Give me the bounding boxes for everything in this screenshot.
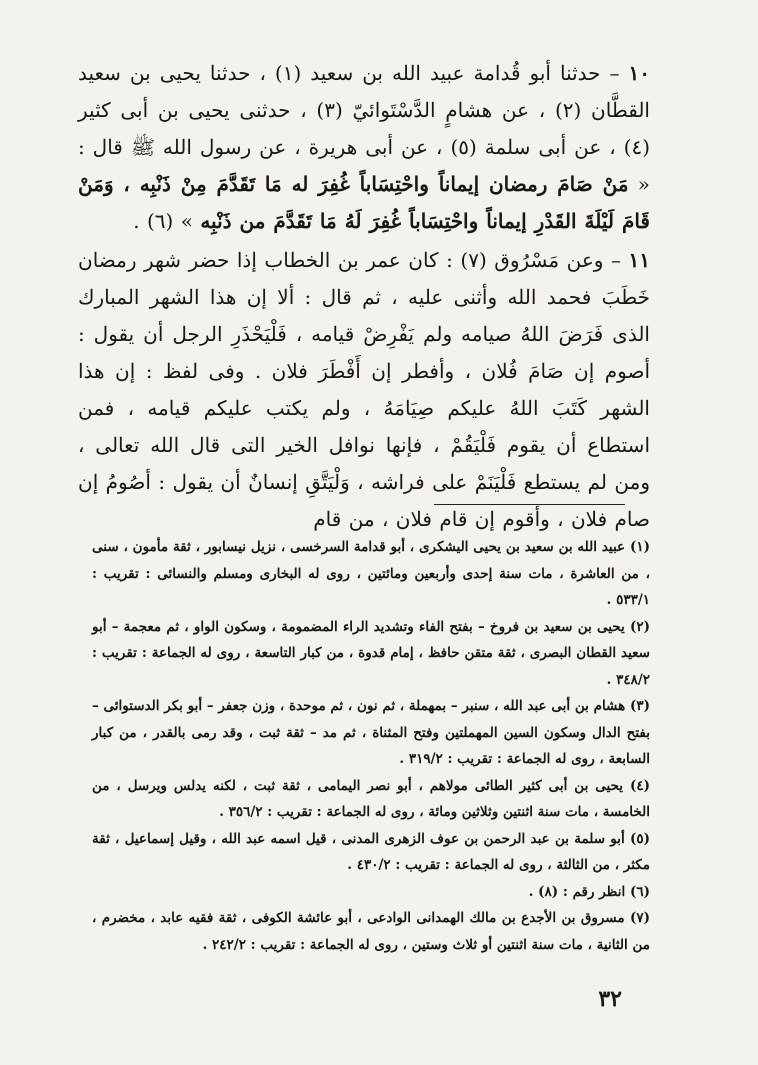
footnote-1: (١) عبيد الله بن سعيد بن يحيى اليشكرى ، أبو قدامة السرخسى ، نزيل نيسابور ، ثقة مأمون ، سنى ، من العاشرة ، مات سنة إحدى وأربعين ومائتين ، روى له البخارى ومسلم والنسائى : تقريب : ٥٣٣/١ .	[92, 539, 650, 608]
footnote-2: (٢) يحيى بن سعيد بن فروخ – بفتح الفاء وتشديد الراء المضمومة ، وسكون الواو ، ثم معجمة – أبو سعيد القطان البصرى ، ثقة متقن حافظ ، إمام قدوة ، من كبار التاسعة ، روى له الجماعة : تقريب : ٣٤٨/٢ .	[92, 618, 650, 688]
footnote-7: (٧) مسروق بن الأجدع بن مالك الهمدانى الوادعى ، أبو عائشة الكوفى ، ثقة فقيه عابد ، مخضرم ، من الثانية ، مات سنة اثنتين أو ثلاث وستين ، روى له الجماعة : تقريب : ٢٤٢/٢ .	[92, 910, 650, 953]
hadith-10-number: ١٠	[628, 61, 651, 85]
footnote-divider	[434, 504, 625, 505]
hadith-10-text: – حدثنا أبو قُدامة عبيد الله بن سعيد (١) ، حدثنا يحيى بن سعيد القطَّان (٢) ، عن هشامٍ الدَّسْتَوائيّ (٣) ، حدثنى يحيى بن أبى كثير (٤) ، عن أبى سلمة (٥) ، عن أبى هريرة ، عن رسول الله ﷺ قال : «	[78, 61, 650, 196]
hadith-10-ending: » (٦) .	[133, 209, 201, 233]
footnote-5: (٥) أبو سلمة بن عبد الرحمن بن عوف الزهرى المدنى ، قيل اسمه عبد الله ، وقيل إسماعيل ، ثقة مكثر ، من الثالثة ، روى له الجماعة : تقريب : ٤٣٠/٢ .	[92, 830, 650, 873]
page-number: ٣٢	[598, 986, 622, 1012]
footnote-3: (٣) هشام بن أبى عبد الله ، سنبر – بمهملة ، ثم نون ، ثم موحدة ، وزن جعفر – أبو بكر الدستوائى – بفتح الدال وسكون السين المهملتين وفتح المثناة ، ثم مد – ثقة ثبت ، وقد رمى بالقدر ، من كبار السابعة ، روى له الجماعة : تقريب : ٣١٩/٢ .	[92, 698, 650, 767]
footnote-6: (٦) انظر رقم : (٨) .	[528, 883, 650, 900]
hadith-10-quote: مَنْ صَامَ رمضان إيماناً واحْتِسَاباً غُفِرَ له مَا تَقَدَّمَ مِنْ ذَنْبِه ، وَمَنْ قَامَ لَيْلَةَ القَدْرِ إيماناً واحْتِسَاباً غُفِرَ لَهُ مَا تَقَدَّمَ من ذَنْبِه	[78, 172, 650, 233]
hadith-11-paragraph	[78, 242, 650, 538]
hadith-10-paragraph	[78, 55, 650, 240]
footnotes	[92, 534, 650, 958]
hadith-11-number: ١١	[628, 248, 650, 272]
hadith-11-text: – وعن مَسْرُوق (٧) : كان عمر بن الخطاب إذا حضر شهر رمضان خَطَبَ فحمد الله وأثنى عليه ، ثم قال : ألا إن هذا الشهر المبارك الذى فَرَضَ اللهُ صيامه ولم يَفْرِضْ قيامه ، فَلْيَحْذَرِ الرجل أن يقول : أصوم إن صَامَ فُلان ، وأفطر إن أَفْطَرَ فلان . وفى لفظ : إن هذا الشهر كَتَبَ اللهُ عليكم صِيَامَهُ ، ولم يكتب عليكم قيامه ، فمن استطاع أن يقوم فَلْيَقُمْ ، فإنها نوافل الخير التى قال الله تعالى ، ومن لم يستطع فَلْيَنَمْ على فراشه ، وَلْيَتَّقِ إنسانٌ أن يقول : أصُومُ إن صام فلان ، وأقوم إن قام فلان ، من قام	[78, 248, 650, 531]
main-text	[78, 55, 650, 540]
footnote-4: (٤) يحيى بن أبى كثير الطائى مولاهم ، أبو نصر اليمامى ، ثقة ثبت ، لكنه يدلس ويرسل ، من الخامسة ، مات سنة اثنتين وثلاثين ومائة ، روى له الجماعة : تقريب : ٣٥٦/٢ .	[92, 777, 650, 820]
